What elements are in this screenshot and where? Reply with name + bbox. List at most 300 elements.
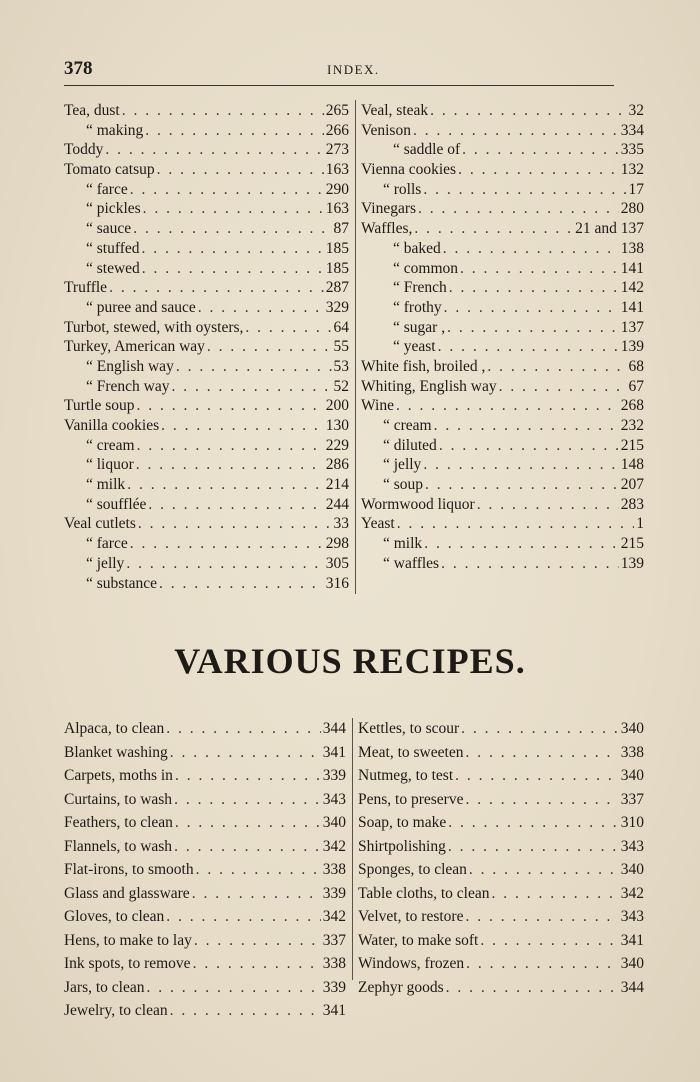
entry-label: Sponges, to clean [358, 861, 467, 878]
entry-page: 329 [325, 298, 349, 316]
entry-label: Turtle soup [64, 397, 135, 415]
dot-leader [192, 882, 321, 906]
dot-leader [175, 764, 321, 788]
index-entry [64, 952, 346, 976]
index-entry [361, 121, 644, 141]
entry-page: 17 [628, 180, 644, 198]
entry-label: Flannels, to wash [64, 837, 173, 855]
index-entry [64, 999, 346, 1023]
entry-label: “ cream [383, 417, 432, 434]
dot-leader [396, 396, 619, 416]
entry-page: 232 [620, 417, 644, 434]
entry-label: Shirtpolishing [358, 837, 446, 855]
entry-label: Yeast [361, 515, 395, 533]
dot-leader [414, 219, 573, 239]
entry-page: 21 and 137 [575, 220, 644, 238]
entry-page: 268 [620, 397, 644, 415]
index-entry [358, 952, 644, 976]
dot-leader [207, 337, 332, 357]
index-entry [361, 259, 644, 279]
index-entry [64, 337, 349, 357]
dot-leader [448, 811, 619, 835]
entry-page: 344 [620, 978, 644, 996]
dot-leader [146, 976, 320, 1000]
entry-label: Whiting, English way [361, 377, 497, 395]
entry-label: Alpaca, to clean [64, 720, 165, 737]
entry-page: 139 [620, 338, 644, 356]
entry-page: 207 [620, 476, 644, 494]
entry-label: “ cream [86, 436, 135, 454]
entry-label: “ sauce [86, 220, 132, 238]
dot-leader [447, 318, 619, 338]
index-entry [64, 259, 349, 279]
entry-page: 55 [333, 338, 349, 356]
entry-label: Hens, to make to lay [64, 931, 192, 949]
entry-label: “ sugar , [393, 318, 446, 336]
index-entry [358, 788, 644, 812]
dot-leader [465, 788, 618, 812]
entry-label: Vanilla cookies [64, 417, 160, 434]
entry-label: Flat-irons, to smooth [64, 861, 194, 878]
index-entry [64, 140, 349, 160]
index-entry [358, 717, 644, 741]
entry-label: Tomato catsup [64, 161, 155, 179]
index-entry [64, 574, 349, 594]
dot-leader [441, 554, 619, 574]
index-entry [361, 554, 644, 574]
entry-page: 265 [325, 102, 349, 119]
entry-label: Windows, frozen [358, 955, 465, 972]
entry-label: Venison [361, 121, 411, 139]
index-entry [64, 929, 346, 953]
column-divider-lower [352, 718, 353, 980]
entry-page: 286 [325, 456, 349, 474]
entry-page: 340 [322, 814, 346, 831]
dot-leader [145, 121, 324, 141]
index-entry [358, 882, 644, 906]
entry-label: “ frothy [393, 298, 442, 316]
dot-leader [465, 905, 618, 929]
dot-leader [446, 976, 619, 1000]
entry-page: 67 [628, 377, 644, 395]
entry-page: 335 [620, 141, 644, 159]
dot-leader [418, 199, 619, 219]
entry-page: 340 [620, 720, 644, 737]
dot-leader [487, 357, 626, 377]
index-entry [64, 180, 349, 200]
entry-label: “ stewed [86, 259, 140, 277]
dot-leader [480, 929, 618, 953]
dot-leader [469, 858, 619, 882]
entry-page: 163 [325, 200, 349, 218]
dot-leader [130, 180, 324, 200]
dot-leader [455, 764, 619, 788]
entry-page: 340 [620, 955, 644, 972]
entry-page: 341 [322, 743, 346, 761]
entry-label: “ French way [86, 377, 170, 395]
entry-label: “ substance [86, 574, 158, 592]
entry-label: Nutmeg, to test [358, 767, 454, 784]
index-entry [64, 199, 349, 219]
entry-page: 200 [325, 397, 349, 415]
entry-page: 266 [325, 121, 349, 139]
dot-leader [193, 952, 321, 976]
dot-leader [174, 835, 321, 859]
entry-label: “ jelly [86, 554, 125, 572]
index-entry [64, 121, 349, 141]
dot-leader [198, 298, 324, 318]
entry-page: 139 [620, 554, 644, 572]
entry-page: 244 [325, 495, 349, 513]
index-entry [64, 357, 349, 377]
entry-page: 273 [325, 141, 349, 159]
entry-page: 138 [620, 239, 644, 257]
index-entry [358, 976, 644, 1000]
entry-label: Water, to make soft [358, 931, 479, 949]
entry-label: “ milk [86, 476, 126, 494]
index-entry [64, 455, 349, 475]
entry-label: “ farce [86, 535, 128, 553]
entry-page: 185 [325, 259, 349, 277]
dot-leader [499, 377, 627, 397]
index-entry [361, 101, 644, 121]
entry-page: 287 [325, 279, 349, 297]
entry-page: 338 [322, 861, 346, 878]
entry-label: Truffle [64, 279, 108, 297]
index-entry [64, 882, 346, 906]
dot-leader [439, 436, 619, 456]
entry-page: 68 [628, 357, 644, 375]
entry-page: 141 [620, 298, 644, 316]
entry-page: 339 [322, 767, 346, 784]
dot-leader [166, 717, 320, 741]
entry-page: 340 [620, 767, 644, 784]
entry-label: Veal, steak [361, 102, 429, 119]
index-entry [64, 788, 346, 812]
dot-leader [448, 835, 619, 859]
entry-label: Curtains, to wash [64, 790, 173, 808]
index-entry [64, 554, 349, 574]
entry-label: Pens, to preserve [358, 790, 464, 808]
entry-label: Turkey, American way [64, 338, 205, 356]
entry-page: 338 [322, 955, 346, 972]
dot-leader [176, 357, 332, 377]
entry-label: Turbot, stewed, with oysters, [64, 318, 244, 336]
entry-page: 344 [322, 720, 346, 737]
entry-label: “ baked [393, 239, 441, 257]
index-entry [64, 396, 349, 416]
index-entry [64, 835, 346, 859]
entry-page: 343 [620, 837, 644, 855]
entry-label: Glass and glassware [64, 884, 190, 902]
entry-page: 141 [620, 259, 644, 277]
dot-leader [130, 534, 324, 554]
various-column-right [358, 717, 644, 999]
entry-label: Table cloths, to clean [358, 884, 490, 902]
entry-label: “ liquor [86, 456, 134, 474]
entry-page: 33 [333, 515, 349, 533]
dot-leader [443, 239, 619, 259]
entry-page: 137 [620, 318, 644, 336]
entry-label: Blanket washing [64, 743, 168, 761]
index-entry [361, 455, 644, 475]
index-entry [361, 357, 644, 377]
index-entry [64, 811, 346, 835]
dot-leader [136, 455, 324, 475]
entry-label: Meat, to sweeten [358, 743, 464, 761]
index-entry [361, 180, 644, 200]
entry-label: Jars, to clean [64, 978, 145, 996]
entry-label: “ rolls [383, 180, 422, 198]
entry-page: 142 [620, 279, 644, 297]
dot-leader [161, 416, 324, 436]
index-entry [64, 239, 349, 259]
entry-label: Tea, dust [64, 102, 120, 119]
entry-page: 1 [636, 515, 644, 533]
entry-page: 342 [322, 837, 346, 855]
entry-page: 280 [620, 200, 644, 218]
dot-leader [425, 475, 619, 495]
index-entry [64, 298, 349, 318]
entry-label: Zephyr goods [358, 978, 444, 996]
page-number: 378 [64, 58, 93, 79]
dot-leader [174, 788, 321, 812]
entry-page: 163 [325, 161, 349, 179]
index-column-right [361, 101, 644, 574]
entry-label: Ink spots, to remove [64, 955, 191, 972]
index-entry [358, 764, 644, 788]
entry-page: 343 [620, 908, 644, 925]
entry-label: Velvet, to restore [358, 908, 464, 925]
entry-label: Gloves, to clean [64, 908, 165, 925]
running-head: INDEX. [327, 62, 380, 77]
dot-leader [438, 337, 619, 357]
entry-page: 310 [620, 814, 644, 831]
entry-page: 132 [620, 161, 644, 179]
entry-label: Toddy [64, 141, 104, 159]
entry-page: 316 [325, 574, 349, 592]
dot-leader [466, 952, 619, 976]
entry-page: 64 [333, 318, 349, 336]
entry-page: 87 [333, 220, 349, 238]
entry-label: Feathers, to clean [64, 814, 173, 831]
index-entry [64, 278, 349, 298]
index-entry [361, 495, 644, 515]
index-entry [64, 416, 349, 436]
dot-leader [430, 101, 626, 121]
index-entry [64, 475, 349, 495]
entry-label: “ soup [383, 476, 424, 494]
entry-label: “ waffles [383, 554, 440, 572]
index-entry [64, 717, 346, 741]
entry-label: “ milk [383, 535, 423, 553]
dot-leader [413, 121, 619, 141]
index-entry [361, 160, 644, 180]
entry-page: 339 [322, 884, 346, 902]
index-entry [64, 495, 349, 515]
dot-leader [423, 455, 618, 475]
index-entry [358, 835, 644, 859]
dot-leader [465, 741, 618, 765]
index-entry [358, 929, 644, 953]
entry-label: “ jelly [383, 456, 422, 474]
dot-leader [175, 811, 321, 835]
entry-page: 341 [620, 931, 644, 949]
index-entry [64, 219, 349, 239]
entry-page: 342 [322, 908, 346, 925]
index-entry [64, 534, 349, 554]
entry-label: Wine [361, 397, 394, 415]
dot-leader [458, 160, 619, 180]
index-column-left [64, 101, 349, 593]
dot-leader [170, 741, 321, 765]
index-entry [361, 140, 644, 160]
entry-page: 337 [322, 931, 346, 949]
entry-page: 342 [620, 884, 644, 902]
index-entry [64, 514, 349, 534]
dot-leader [461, 717, 619, 741]
dot-leader [424, 534, 619, 554]
dot-leader [109, 278, 324, 298]
dot-leader [133, 219, 331, 239]
entry-page: 338 [620, 743, 644, 761]
entry-page: 337 [620, 790, 644, 808]
dot-leader [148, 495, 323, 515]
index-entry [361, 416, 644, 436]
dot-leader [166, 905, 320, 929]
dot-leader [462, 140, 619, 160]
entry-label: “ diluted [383, 436, 437, 454]
dot-leader [423, 180, 626, 200]
index-entry [361, 436, 644, 456]
entry-page: 214 [325, 476, 349, 494]
entry-page: 298 [325, 535, 349, 553]
index-entry [64, 976, 346, 1000]
entry-label: Vienna cookies [361, 161, 457, 179]
index-entry [361, 239, 644, 259]
dot-leader [172, 377, 332, 397]
entry-label: “ farce [86, 180, 128, 198]
dot-leader [491, 882, 618, 906]
header-rule [64, 85, 614, 86]
dot-leader [142, 259, 324, 279]
index-entry [358, 811, 644, 835]
dot-leader [397, 514, 635, 534]
dot-leader [138, 514, 332, 534]
dot-leader [444, 298, 619, 318]
dot-leader [245, 318, 331, 338]
entry-page: 305 [325, 554, 349, 572]
dot-leader [196, 858, 321, 882]
index-entry [361, 534, 644, 554]
entry-label: “ saddle of [393, 141, 461, 159]
entry-page: 215 [620, 535, 644, 553]
index-entry [361, 318, 644, 338]
index-entry [358, 741, 644, 765]
entry-label: Waffles, [361, 220, 413, 238]
dot-leader [122, 101, 324, 121]
index-entry [64, 741, 346, 765]
index-entry [64, 318, 349, 338]
dot-leader [159, 574, 324, 594]
entry-page: 343 [322, 790, 346, 808]
entry-page: 283 [620, 495, 644, 513]
entry-label: Carpets, moths in [64, 767, 173, 784]
index-entry [64, 160, 349, 180]
index-entry [64, 858, 346, 882]
index-entry [361, 199, 644, 219]
entry-label: Veal cutlets [64, 515, 136, 533]
entry-label: “ pickles [86, 200, 141, 218]
dot-leader [126, 554, 323, 574]
index-entry [361, 396, 644, 416]
index-entry [361, 377, 644, 397]
dot-leader [460, 259, 619, 279]
index-entry [361, 475, 644, 495]
entry-label: Wormwood liquor [361, 495, 475, 513]
section-title: VARIOUS RECIPES. [174, 641, 526, 681]
entry-label: “ stuffed [86, 239, 140, 257]
entry-label: “ making [86, 121, 144, 139]
entry-page: 229 [325, 436, 349, 454]
entry-label: “ French [393, 279, 447, 297]
entry-page: 52 [333, 377, 349, 395]
dot-leader [434, 416, 619, 436]
index-entry [358, 905, 644, 929]
index-entry [361, 219, 644, 239]
entry-page: 339 [322, 978, 346, 996]
entry-label: Jewelry, to clean [64, 1002, 168, 1019]
entry-page: 341 [322, 1002, 346, 1019]
entry-label: Vinegars [361, 200, 417, 218]
dot-leader [136, 396, 323, 416]
dot-leader [105, 140, 323, 160]
index-entry [64, 764, 346, 788]
entry-page: 130 [325, 417, 349, 434]
entry-page: 334 [620, 121, 644, 139]
dot-leader [127, 475, 324, 495]
index-entry [64, 905, 346, 929]
dot-leader [157, 160, 324, 180]
index-entry [361, 337, 644, 357]
entry-label: “ common [393, 259, 458, 277]
entry-page: 32 [628, 102, 644, 119]
entry-page: 185 [325, 239, 349, 257]
dot-leader [143, 199, 324, 219]
index-entry [64, 101, 349, 121]
dot-leader [142, 239, 324, 259]
various-column-left [64, 717, 346, 1023]
entry-label: White fish, broiled , [361, 357, 486, 375]
entry-label: “ puree and sauce [86, 298, 196, 316]
dot-leader [477, 495, 619, 515]
dot-leader [170, 999, 321, 1023]
entry-page: 53 [333, 357, 349, 375]
entry-label: Soap, to make [358, 814, 447, 831]
index-entry [361, 514, 644, 534]
index-entry [64, 377, 349, 397]
entry-label: Kettles, to scour [358, 720, 460, 737]
index-entry [361, 298, 644, 318]
entry-page: 290 [325, 180, 349, 198]
dot-leader [194, 929, 321, 953]
entry-page: 148 [620, 456, 644, 474]
entry-label: “ soufflée [86, 495, 147, 513]
index-entry [64, 436, 349, 456]
entry-page: 340 [620, 861, 644, 878]
index-entry [361, 278, 644, 298]
entry-label: “ yeast [393, 338, 436, 356]
